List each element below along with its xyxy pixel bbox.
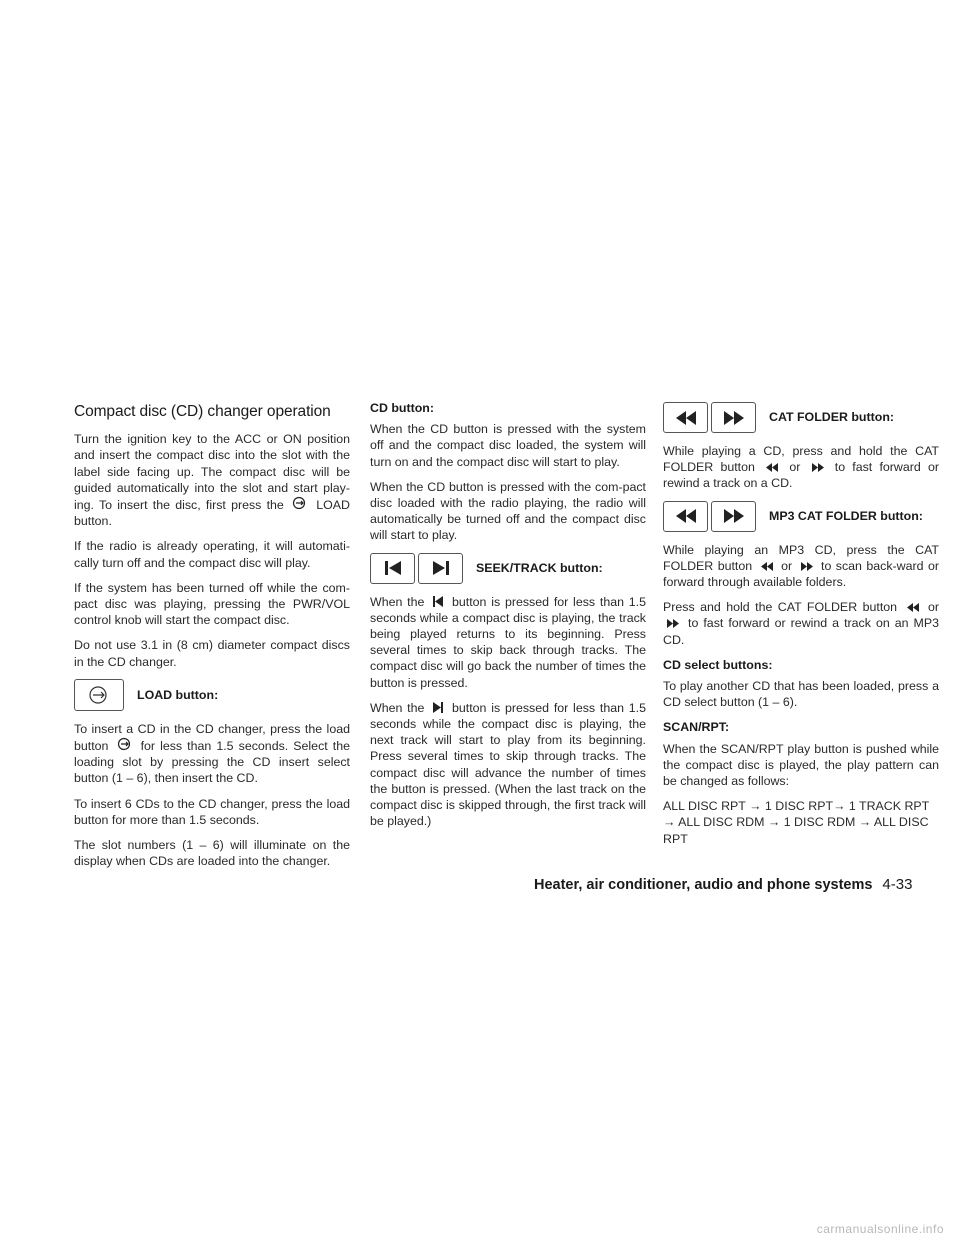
track-forward-icon (431, 560, 451, 576)
fast-forward-icon (800, 562, 814, 571)
load-button-heading (74, 679, 350, 711)
text: button is pressed for less than 1.5 seconds while the compact disc is playing, the next track will start to play from its beginning. Press several times to skip through tracks. The compact disc will advance the number of times the button is pressed. (When the last track on the compact disc is skipped through, the first track will be played.) (370, 700, 647, 829)
load-icon (88, 685, 110, 705)
paragraph: If the radio is already operating, it will automati-cally turn off and the compact disc will play. (74, 539, 350, 570)
column-1 (74, 400, 350, 878)
text: to scan back-ward or forward through available folders. (663, 558, 940, 590)
paragraph: Do not use 3.1 in (8 cm) diameter compact discs in the CD changer. (74, 638, 350, 669)
rewind-icon (674, 509, 698, 523)
text: or (789, 460, 801, 475)
text: or (781, 558, 793, 573)
column-3 (663, 400, 939, 856)
fast-forward-icon (722, 509, 746, 523)
fast-forward-button-illustration (711, 501, 756, 532)
rewind-icon (906, 603, 920, 612)
rewind-button-illustration (663, 402, 708, 433)
text: While playing an MP3 CD, press the CAT FOLDER button (663, 542, 939, 573)
text: Turn the ignition key to the ACC or ON position and insert the compact disc into the slot with the label side facing up. The compact disc will be guided automatically into the slot and start play-ing. To insert the disc, first press the (74, 432, 350, 513)
mp3-cat-folder-heading (663, 501, 939, 532)
section-title: Compact disc (CD) changer operation (74, 403, 331, 420)
text: to fast forward or rewind a track on a CD. (663, 460, 939, 491)
paragraph (663, 542, 939, 591)
seek-track-heading (370, 553, 646, 584)
mp3-heading: MP3 CAT FOLDER button: (769, 509, 923, 523)
paragraph: When the CD button is pressed with the system off and the compact disc loaded, the system will turn on and the compact disc will start to play. (370, 422, 646, 469)
load-heading: LOAD button: (137, 687, 219, 702)
cat-heading: CAT FOLDER button: (769, 410, 895, 425)
rewind-icon (765, 463, 779, 472)
track-forward-icon (432, 702, 444, 713)
text: Press and hold the CAT FOLDER button (663, 600, 898, 615)
seek-back-icon (383, 560, 403, 576)
fast-forward-button-illustration (711, 402, 756, 433)
text: for less than 1.5 seconds. Select the loading slot by pressing the CD insert select button (1 – 6), then insert the CD. (74, 739, 350, 786)
fast-forward-icon (666, 619, 680, 628)
fast-forward-icon (722, 411, 746, 425)
text: LOAD button. (74, 498, 350, 529)
play-pattern-sequence: ALL DISC RPT → 1 DISC RPT→ 1 TRACK RPT → ALL DISC RDM → 1 DISC RDM → ALL DISC RPT (663, 799, 930, 846)
cat-folder-heading (663, 402, 939, 433)
seek-back-button-illustration (370, 553, 415, 584)
cd-select-heading: CD select buttons: (663, 657, 773, 672)
text: While playing a CD, press and hold the CAT FOLDER button (663, 444, 939, 475)
rewind-icon (760, 562, 774, 571)
fast-forward-icon (811, 463, 825, 472)
paragraph: The slot numbers (1 – 6) will illuminate on the display when CDs are loaded into the changer. (74, 838, 350, 869)
scan-rpt-heading: SCAN/RPT: (663, 720, 730, 735)
paragraph: When the CD button is pressed with the com-pact disc loaded with the radio playing, the radio will automatically be turned off and the compact disc will start to play. (370, 479, 646, 543)
text: When the (370, 594, 425, 609)
track-forward-button-illustration (418, 553, 463, 584)
paragraph (74, 431, 350, 529)
column-2 (370, 400, 646, 838)
seek-back-icon (432, 596, 444, 607)
text: button is pressed for less than 1.5 seconds while a compact disc is playing, the track being played returns to its beginning. Press several times to skip back through tracks. The compact disc will go back the number of times the button is pressed. (370, 594, 647, 690)
page-number: 4-33 (882, 876, 913, 893)
paragraph (663, 599, 939, 648)
paragraph: To insert 6 CDs to the CD changer, press the load button for more than 1.5 seconds. (74, 796, 350, 827)
text: When the (370, 700, 425, 715)
text: to fast forward or rewind a track on an MP3 CD. (663, 616, 939, 647)
text: or (927, 600, 939, 615)
paragraph: To play another CD that has been loaded, press a CD select button (1 – 6). (663, 679, 939, 710)
cd-heading: CD button: (370, 401, 434, 415)
paragraph (370, 594, 646, 691)
load-icon (292, 496, 308, 510)
chapter-title: Heater, air conditioner, audio and phone systems (534, 877, 873, 893)
seek-heading: SEEK/TRACK button: (476, 561, 603, 576)
paragraph (74, 721, 350, 787)
paragraph: When the SCAN/RPT play button is pushed while the compact disc is played, the play pattern can be changed as follows: (663, 741, 939, 789)
load-button-illustration (74, 679, 124, 711)
watermark: carmanualsonline.info (816, 1222, 944, 1236)
page-footer (534, 876, 912, 893)
load-icon (117, 737, 133, 751)
paragraph: If the system has been turned off while the com-pact disc was playing, pressing the PWR/VOL control knob will start the compact disc. (74, 580, 350, 628)
paragraph (370, 700, 646, 830)
rewind-button-illustration (663, 501, 708, 532)
text: To insert a CD in the CD changer, press the load button (74, 721, 350, 754)
paragraph (663, 443, 939, 492)
rewind-icon (674, 411, 698, 425)
